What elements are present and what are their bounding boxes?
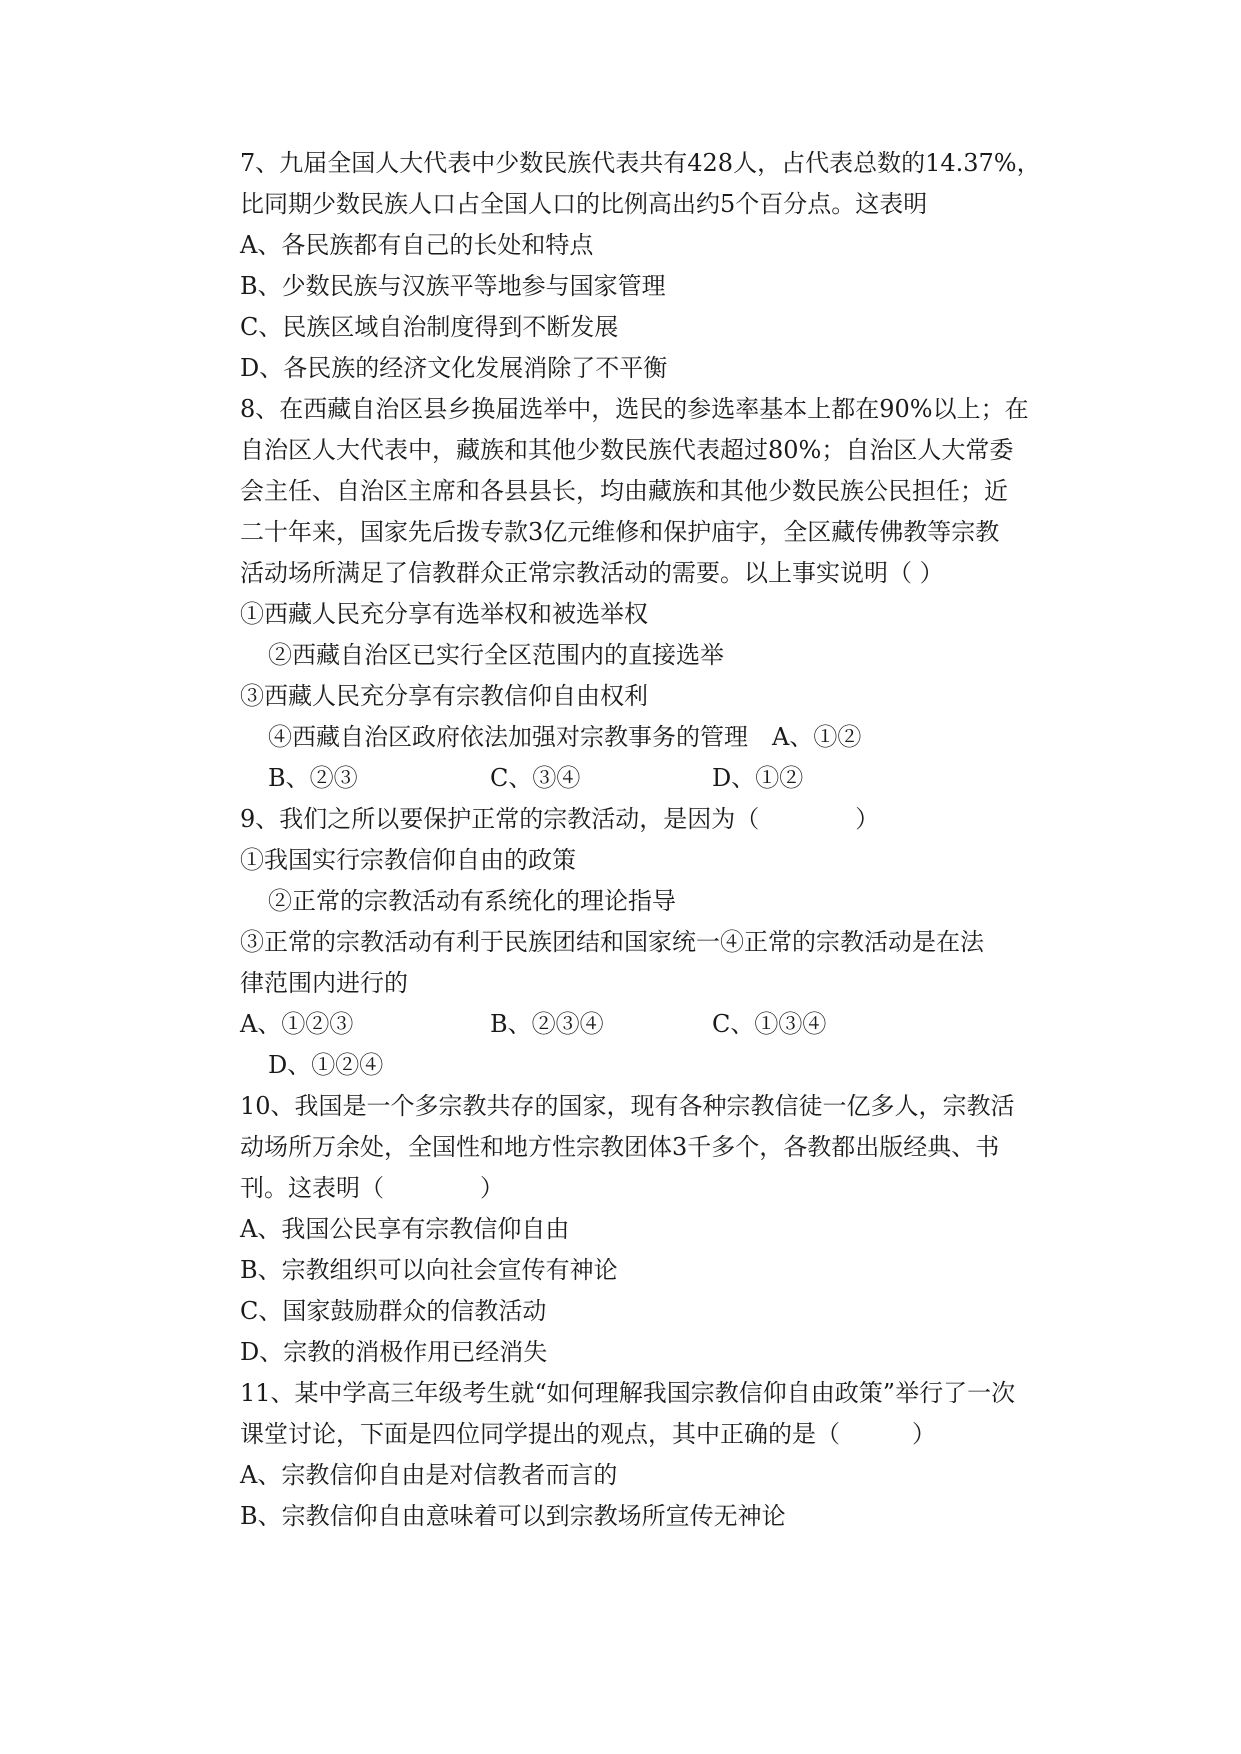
q11-option-a: A、宗教信仰自由是对信教者而言的 — [240, 1461, 618, 1489]
q9-statement-3-4: ③正常的宗教活动有利于民族团结和国家统一④正常的宗教活动是在法 — [240, 928, 984, 956]
q8-options-row — [0, 763, 1241, 793]
q7-option-a: A、各民族都有自己的长处和特点 — [240, 231, 594, 259]
q8-statement-4: ④西藏自治区政府依法加强对宗教事务的管理 A、①② — [268, 723, 862, 751]
q10-stem-line-1: 10、我国是一个多宗教共存的国家，现有各种宗教信徒一亿多人，宗教活 — [240, 1092, 1015, 1120]
q11-option-b: B、宗教信仰自由意味着可以到宗教场所宣传无神论 — [240, 1502, 786, 1530]
q9-statement-4-cont: 律范围内进行的 — [240, 969, 408, 997]
q8-stem-line-4: 二十年来，国家先后拨专款3亿元维修和保护庙宇，全区藏传佛教等宗教 — [240, 518, 1000, 546]
q9-option-d: D、①②④ — [268, 1051, 384, 1079]
q9-option-a: A、①②③ — [240, 1010, 354, 1038]
q10-stem-line-3: 刊。这表明（ ） — [240, 1174, 504, 1202]
q9-option-b: B、②③④ — [490, 1010, 604, 1038]
q10-option-c: C、国家鼓励群众的信教活动 — [240, 1297, 547, 1325]
q7-option-d: D、各民族的经济文化发展消除了不平衡 — [240, 354, 668, 382]
q8-statement-2: ②西藏自治区已实行全区范围内的直接选举 — [268, 641, 724, 669]
q7-stem-line-1: 7、九届全国人大代表中少数民族代表共有428人，占代表总数的14.37%， — [240, 149, 1041, 177]
q7-stem-line-2: 比同期少数民族人口占全国人口的比例高出约5个百分点。这表明 — [240, 190, 928, 218]
q10-option-d: D、宗教的消极作用已经消失 — [240, 1338, 548, 1366]
q11-stem-line-1: 11、某中学高三年级考生就“如何理解我国宗教信仰自由政策”举行了一次 — [240, 1379, 1016, 1407]
q11-stem-line-2: 课堂讨论，下面是四位同学提出的观点，其中正确的是（ ） — [240, 1420, 936, 1448]
q8-stem-line-1: 8、在西藏自治区县乡换届选举中，选民的参选率基本上都在90%以上；在 — [240, 395, 1029, 423]
q8-option-b: B、②③ — [268, 764, 358, 792]
q8-stem-line-5: 活动场所满足了信教群众正常宗教活动的需要。以上事实说明（ ） — [240, 559, 944, 587]
q9-options-row — [0, 1009, 1241, 1039]
q9-option-c: C、①③④ — [712, 1010, 827, 1038]
q10-option-a: A、我国公民享有宗教信仰自由 — [240, 1215, 570, 1243]
q8-statement-3: ③西藏人民充分享有宗教信仰自由权利 — [240, 682, 648, 710]
q9-statement-2: ②正常的宗教活动有系统化的理论指导 — [268, 887, 676, 915]
q9-statement-1: ①我国实行宗教信仰自由的政策 — [240, 846, 576, 874]
q8-stem-line-2: 自治区人大代表中，藏族和其他少数民族代表超过80%；自治区人大常委 — [240, 436, 1014, 464]
q8-option-d: D、①② — [712, 764, 804, 792]
q7-option-c: C、民族区域自治制度得到不断发展 — [240, 313, 619, 341]
q8-option-c: C、③④ — [490, 764, 581, 792]
q8-statement-1: ①西藏人民充分享有选举权和被选举权 — [240, 600, 648, 628]
q9-stem: 9、我们之所以要保护正常的宗教活动，是因为（ ） — [240, 805, 880, 833]
q7-option-b: B、少数民族与汉族平等地参与国家管理 — [240, 272, 666, 300]
q10-stem-line-2: 动场所万余处，全国性和地方性宗教团体3千多个，各教都出版经典、书 — [240, 1133, 1000, 1161]
q10-option-b: B、宗教组织可以向社会宣传有神论 — [240, 1256, 618, 1284]
q8-stem-line-3: 会主任、自治区主席和各县县长，均由藏族和其他少数民族公民担任；近 — [240, 477, 1008, 505]
